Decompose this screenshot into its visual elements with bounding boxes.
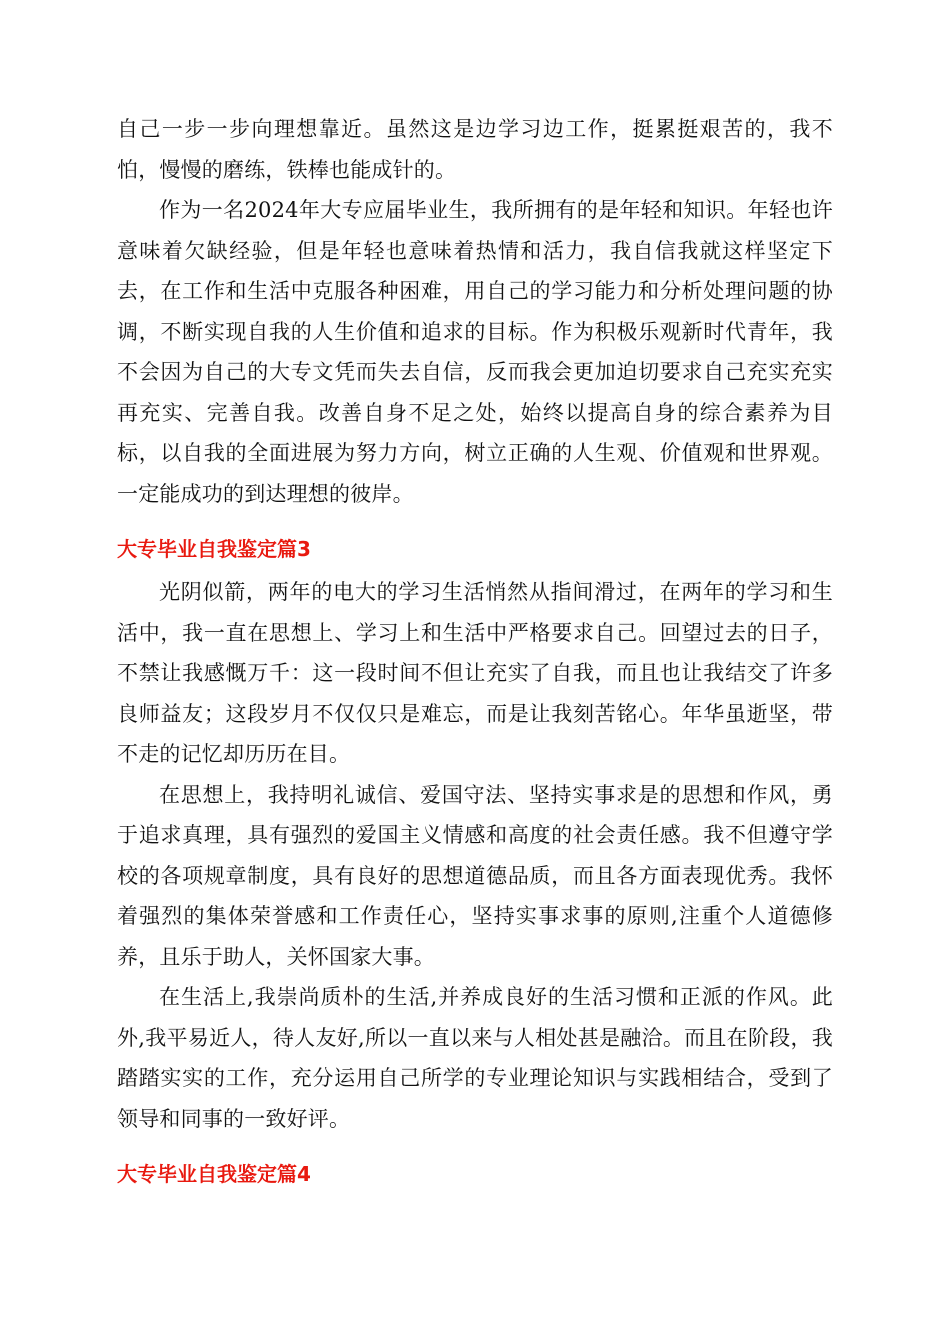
section-heading-4: 大专毕业自我鉴定篇4 <box>117 1162 311 1186</box>
paragraph-daily-life: 在生活上,我崇尚质朴的生活,并养成良好的生活习惯和正派的作风。此外,我平易近人，待人友好,所以一直以来与人相处甚是融洽。而且在阶段，我踏踏实实的工作，充分运用自己所学的专业理论知识与实践相结合，受到了领导和同事的一致好评。 <box>117 985 833 1131</box>
paragraph-ideology: 在思想上，我持明礼诚信、爱国守法、坚持实事求是的思想和作风，勇于追求真理，具有强烈的爱国主义情感和高度的社会责任感。我不但遵守学校的各项规章制度，具有良好的思想道德品质，而且各方面表现优秀。我怀着强烈的集体荣誉感和工作责任心，坚持实事求事的原则,注重个人道德修养，且乐于助人，关怀国家大事。 <box>117 782 833 969</box>
section-heading-3: 大专毕业自我鉴定篇3 <box>117 537 311 561</box>
paragraph-graduate-statement: 作为一名2024年大专应届毕业生，我所拥有的是年轻和知识。年轻也许意味着欠缺经验，但是年轻也意味着热情和活力，我自信我就这样坚定下去，在工作和生活中克服各种困难，用自己的学习能力和分析处理问题的协调，不断实现自我的人生价值和追求的目标。作为积极乐观新时代青年，我不会因为自己的大专文凭而失去自信，反而我会更加迫切要求自己充实充实再充实、完善自我。改善自身不足之处，始终以提高自身的综合素养为目标，以自我的全面进展为努力方向，树立正确的人生观、价值观和世界观。一定能成功的到达理想的彼岸。 <box>117 198 833 506</box>
paragraph-continuation: 自己一步一步向理想靠近。虽然这是边学习边工作，挺累挺艰苦的，我不怕，慢慢的磨练，铁棒也能成针的。 <box>117 117 833 182</box>
paragraph-study-life: 光阴似箭，两年的电大的学习生活悄然从指间滑过，在两年的学习和生活中，我一直在思想上、学习上和生活中严格要求自己。回望过去的日子，不禁让我感慨万千：这一段时间不但让充实了自我，而且也让我结交了许多良师益友；这段岁月不仅仅只是难忘，而是让我刻苦铭心。年华虽逝坚，带不走的记忆却历历在目。 <box>117 580 833 766</box>
document-body <box>117 109 833 1197</box>
